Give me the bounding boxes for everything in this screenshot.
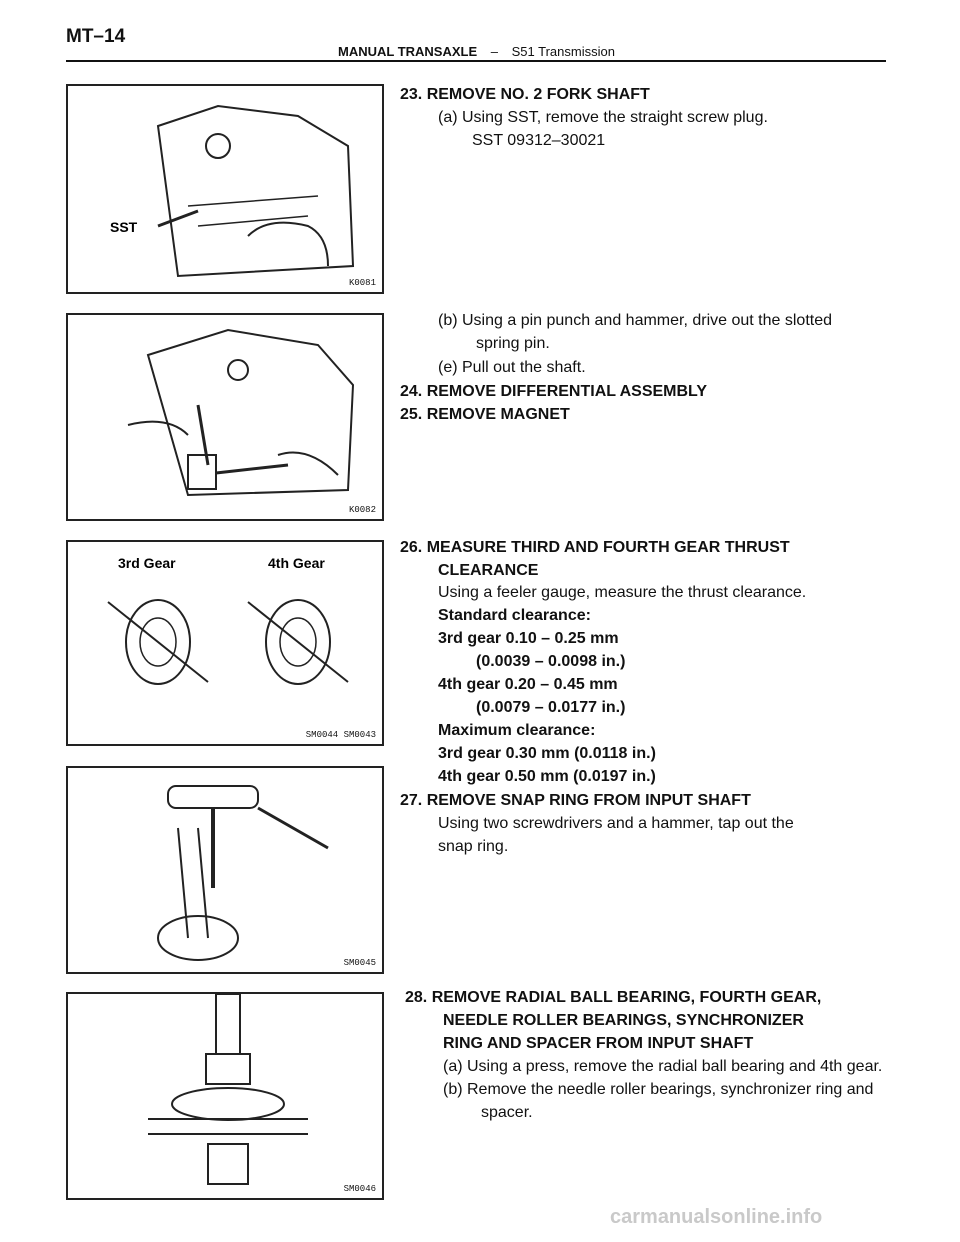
header-separator: –	[490, 44, 499, 59]
step-23-b: (b) Using a pin punch and hammer, drive out the slotted	[438, 312, 832, 329]
figure-code: K0081	[348, 278, 376, 288]
running-header	[338, 44, 615, 59]
figure-fork-shaft-plug	[66, 84, 384, 294]
illustration-press	[68, 994, 382, 1198]
std-4th-gear-in: (0.0079 – 0.0177 in.)	[476, 699, 626, 716]
figure-label-sst: SST	[110, 219, 138, 235]
std-3rd-gear-in: (0.0039 – 0.0098 in.)	[476, 653, 626, 670]
step-28-b: (b) Remove the needle roller bearings, synchronizer ring and	[443, 1081, 874, 1098]
step-27-text: Using two screwdrivers and a hammer, tap out the	[438, 815, 794, 832]
figure-snap-ring	[66, 766, 384, 974]
figure-code: K0082	[348, 505, 376, 515]
step-28-title: 28. REMOVE RADIAL BALL BEARING, FOURTH GEAR,	[405, 989, 822, 1006]
figure-thrust-clearance	[66, 540, 384, 746]
figure-label-4th-gear: 4th Gear	[268, 555, 325, 571]
step-23-b-cont: spring pin.	[476, 335, 550, 352]
figure-code: SM0046	[343, 1184, 376, 1194]
max-4th-gear: 4th gear 0.50 mm (0.0197 in.)	[438, 768, 656, 785]
step-25-title: 25. REMOVE MAGNET	[400, 406, 570, 423]
std-4th-gear: 4th gear 0.20 – 0.45 mm	[438, 676, 618, 693]
watermark: carmanualsonline.info	[610, 1206, 823, 1228]
standard-clearance-label: Standard clearance:	[438, 607, 591, 624]
illustration-case-sst	[68, 86, 382, 292]
step-26-title: 26. MEASURE THIRD AND FOURTH GEAR THRUST	[400, 539, 790, 556]
illustration-hammer-screwdrivers	[68, 768, 382, 972]
step-28-title-cont1: NEEDLE ROLLER BEARINGS, SYNCHRONIZER	[443, 1012, 804, 1029]
step-23-sst: SST 09312–30021	[472, 132, 606, 149]
figure-press-bearing	[66, 992, 384, 1200]
step-27-text-cont: snap ring.	[438, 838, 509, 855]
step-28-a: (a) Using a press, remove the radial ball bearing and 4th gear.	[443, 1058, 883, 1075]
figure-label-3rd-gear: 3rd Gear	[118, 555, 176, 571]
step-26-title-cont: CLEARANCE	[438, 562, 539, 579]
step-23-e: (e) Pull out the shaft.	[438, 359, 586, 376]
illustration-gear-shafts	[68, 542, 382, 744]
figure-code: SM0044 SM0043	[305, 730, 376, 740]
figure-code: SM0045	[343, 958, 376, 968]
figure-pin-punch	[66, 313, 384, 521]
illustration-pin-punch	[68, 315, 382, 519]
std-3rd-gear: 3rd gear 0.10 – 0.25 mm	[438, 630, 619, 647]
max-clearance-label: Maximum clearance:	[438, 722, 596, 739]
max-3rd-gear: 3rd gear 0.30 mm (0.0118 in.)	[438, 745, 656, 762]
step-28-title-cont2: RING AND SPACER FROM INPUT SHAFT	[443, 1035, 754, 1052]
subsection-title: S51 Transmission	[511, 44, 615, 59]
step-24-title: 24. REMOVE DIFFERENTIAL ASSEMBLY	[400, 383, 708, 400]
step-23-title: 23. REMOVE NO. 2 FORK SHAFT	[400, 86, 650, 103]
section-title: MANUAL TRANSAXLE	[338, 44, 478, 59]
step-23-a: (a) Using SST, remove the straight screw plug.	[438, 109, 768, 126]
step-27-title: 27. REMOVE SNAP RING FROM INPUT SHAFT	[400, 792, 751, 809]
step-28-b-cont: spacer.	[481, 1104, 533, 1121]
step-26-text: Using a feeler gauge, measure the thrust clearance.	[438, 584, 807, 601]
header-rule	[66, 60, 886, 62]
page-number: MT–14	[66, 26, 126, 47]
